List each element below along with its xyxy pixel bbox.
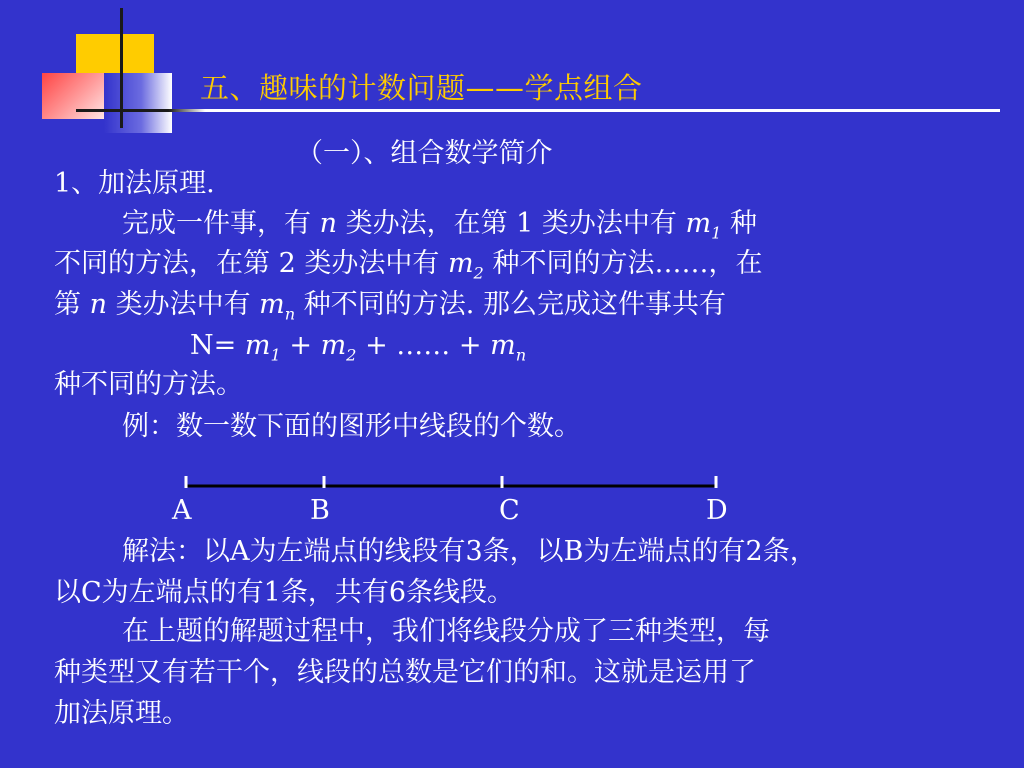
- para1-line3: [54, 288, 726, 331]
- point-label-d: D: [706, 495, 728, 526]
- sub-1: 1: [711, 223, 722, 243]
- sub-2: 2: [473, 263, 484, 283]
- text: 类办法中有: [106, 289, 260, 320]
- para1-line1: [54, 207, 757, 250]
- point-label-b: B: [310, 495, 330, 526]
- var-m: m: [259, 289, 285, 320]
- text: 不同的方法，在第 2 类办法中有: [54, 248, 448, 279]
- text: 种不同的方法……，在: [483, 248, 763, 279]
- var-m: m: [490, 330, 516, 361]
- plus: +: [450, 330, 491, 361]
- section-heading: 1、加法原理.: [54, 168, 215, 199]
- para3-line1: 在上题的解题过程中，我们将线段分成了三种类型，每: [122, 616, 770, 647]
- sub-2: 2: [346, 345, 357, 365]
- var-m: m: [685, 208, 712, 239]
- var-n: n: [319, 208, 337, 239]
- formula-lhs: N=: [190, 330, 245, 361]
- decor-blue-square: [104, 73, 172, 133]
- slide-title: 五、趣味的计数问题——学点组合: [200, 71, 643, 105]
- decor-red-square: [42, 73, 104, 119]
- var-n: n: [89, 289, 107, 320]
- para3-line3: 加法原理。: [54, 698, 189, 729]
- tail-text: 种不同的方法。: [54, 369, 243, 400]
- plus: +: [280, 330, 321, 361]
- var-m: m: [244, 330, 271, 361]
- decor-horizontal-line: [76, 109, 1000, 112]
- solution-line1: 解法：以A为左端点的线段有3条，以B为左端点的有2条，: [122, 536, 817, 567]
- formula: [190, 329, 526, 372]
- para3-line2: 种类型又有若干个，线段的总数是它们的和。这就是运用了: [54, 657, 756, 688]
- sub-1: 1: [270, 345, 281, 365]
- slide-subtitle: （一）、组合数学简介: [296, 138, 553, 169]
- plus: +: [356, 330, 397, 361]
- ellipsis: ……: [396, 330, 451, 361]
- sub-n: n: [515, 345, 527, 365]
- solution-line2: 以C为左端点的有1条，共有6条线段。: [54, 577, 515, 608]
- example-text: 例：数一数下面的图形中线段的个数。: [122, 411, 581, 442]
- text: 种: [721, 208, 758, 239]
- para1-line2: [54, 247, 762, 290]
- var-m: m: [447, 248, 474, 279]
- text: 种不同的方法. 那么完成这件事共有: [295, 289, 726, 320]
- sub-n: n: [284, 304, 296, 324]
- text: 第: [54, 289, 90, 320]
- text: 类办法，在第 1 类办法中有: [336, 208, 686, 239]
- point-label-a: A: [172, 495, 192, 526]
- text: 完成一件事，有: [122, 208, 320, 239]
- point-label-c: C: [499, 495, 520, 526]
- var-m: m: [320, 330, 347, 361]
